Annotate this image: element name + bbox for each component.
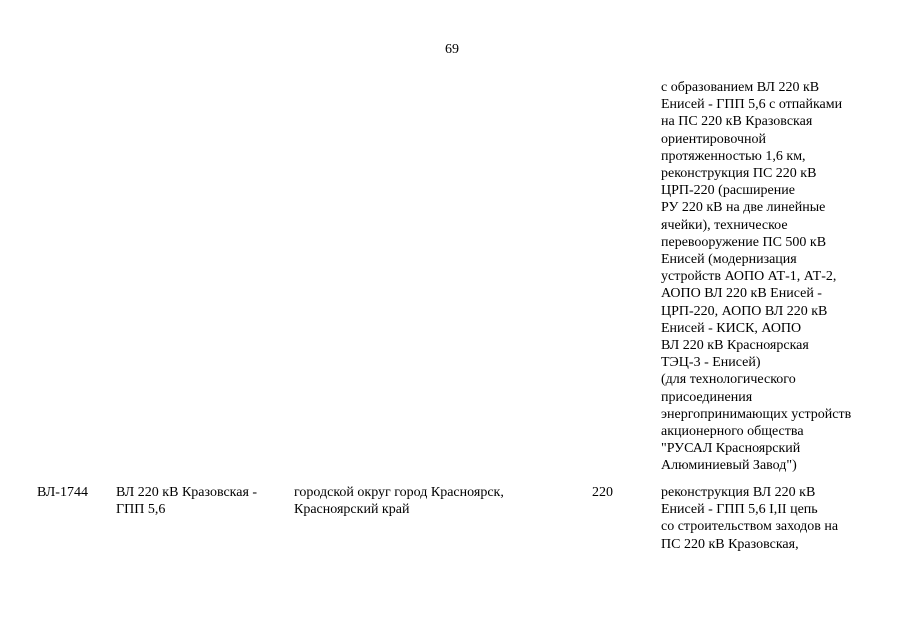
text-line: присоединения: [661, 389, 753, 405]
text-line: со строительством заходов на: [661, 519, 839, 535]
text-line: ячейки), техническое: [661, 217, 788, 233]
text-line: Енисей - ГПП 5,6 с отпайками: [661, 97, 843, 113]
text-line: устройств АОПО АТ-1, АТ-2,: [661, 269, 837, 285]
text-line: ВЛ 220 кВ Красноярская: [661, 338, 809, 354]
work-description: [661, 484, 901, 553]
text-line: Алюминиевый Завод"): [661, 458, 797, 474]
location: [294, 484, 554, 518]
text-line: "РУСАЛ Красноярский: [661, 441, 801, 457]
page-number: 69: [445, 42, 459, 57]
text-line: ГПП 5,6: [116, 502, 166, 518]
line-name: [116, 484, 286, 518]
text-line: с образованием ВЛ 220 кВ: [661, 80, 820, 95]
text-line: Енисей - КИСК, АОПО: [661, 320, 802, 336]
text-line: ВЛ 220 кВ Кразовская -: [116, 485, 258, 500]
text-line: протяженностью 1,6 км,: [661, 148, 806, 164]
text-line: городской округ город Красноярск,: [294, 485, 504, 500]
text-line: ЦРП-220, АОПО ВЛ 220 кВ: [661, 303, 828, 319]
text-line: ЦРП-220 (расширение: [661, 183, 795, 199]
text-line: на ПС 220 кВ Кразовская: [661, 114, 813, 130]
text-line: АОПО ВЛ 220 кВ Енисей -: [661, 286, 822, 302]
voltage: 220: [592, 485, 613, 500]
text-line: РУ 220 кВ на две линейные: [661, 200, 826, 216]
text-line: ТЭЦ-3 - Енисей): [661, 355, 761, 371]
text-line: акционерного общества: [661, 424, 804, 440]
continued-work-description: [661, 79, 901, 475]
line-code: ВЛ-1744: [37, 485, 88, 500]
text-line: перевооружение ПС 500 кВ: [661, 234, 827, 250]
text-line: ориентировочной: [661, 131, 766, 147]
text-line: реконструкция ВЛ 220 кВ: [661, 485, 816, 500]
text-line: ПС 220 кВ Кразовская,: [661, 536, 799, 552]
text-line: реконструкция ПС 220 кВ: [661, 166, 817, 182]
text-line: Красноярский край: [294, 502, 410, 518]
text-line: Енисей - ГПП 5,6 I,II цепь: [661, 502, 818, 518]
text-line: (для технологического: [661, 372, 796, 388]
text-line: Енисей (модернизация: [661, 252, 797, 268]
text-line: энергопринимающих устройств: [661, 406, 852, 422]
